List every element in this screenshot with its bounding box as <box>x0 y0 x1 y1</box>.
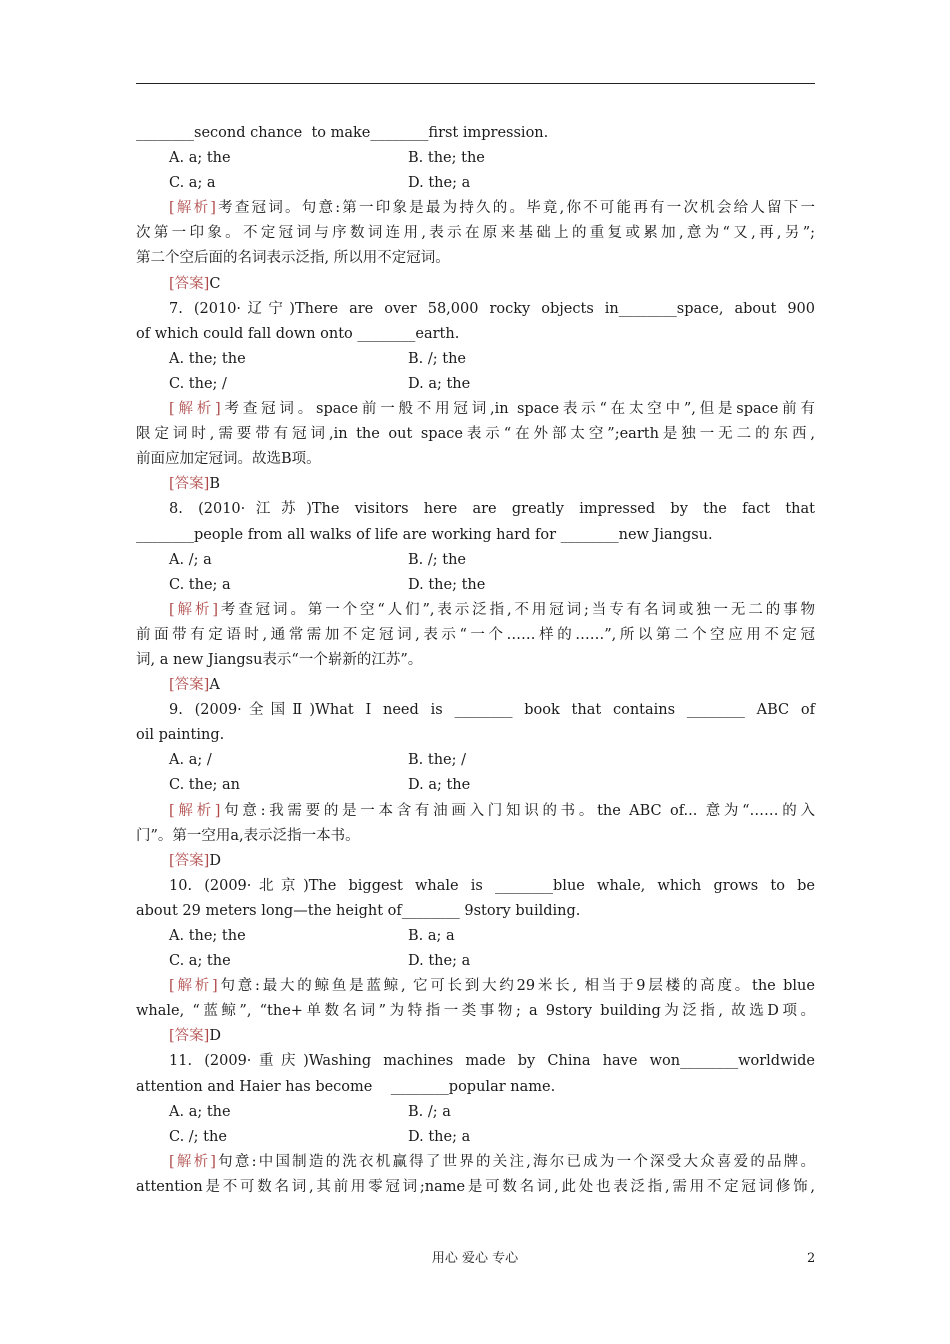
option-left: C. a; the <box>169 953 231 970</box>
question-line <box>136 497 815 522</box>
answer-options-row <box>136 924 815 949</box>
text-line <box>136 1075 815 1100</box>
line-text: 句意:我需要的是一本含有油画入门知识的书。the ABC of... 意为“……的入 <box>220 802 815 819</box>
page-footer <box>0 1249 950 1269</box>
option-left: A. the; the <box>169 350 246 367</box>
option-right: D. the; a <box>408 175 471 192</box>
text-line <box>136 322 815 347</box>
line-text: 词, a new Jiangsu表示“一个崭新的江苏”。 <box>136 651 423 668</box>
answer-tag: [答案] <box>169 677 210 694</box>
text-line <box>136 999 815 1024</box>
question-line <box>136 1049 815 1074</box>
option-left: C. the; / <box>169 375 227 392</box>
line-text: 第二个空后面的名词表示泛指, 所以用不定冠词。 <box>136 250 450 267</box>
line-text: 9. (2009·全国Ⅱ)What I need is ________ book that contains ________ ABC of <box>169 702 815 719</box>
analysis-line <box>136 799 815 824</box>
option-left: C. the; an <box>169 777 241 794</box>
answer-line <box>136 272 815 297</box>
answer-options-row <box>136 1125 815 1150</box>
option-left: C. /; the <box>169 1128 227 1145</box>
line-text: ________people from all walks of life are working hard for ________new Jiangsu. <box>136 526 713 543</box>
analysis-tag: [解析] <box>169 1153 216 1170</box>
option-right: D. a; the <box>408 777 471 794</box>
line-text: 11. (2009·重庆)Washing machines made by China have won________worldwide <box>169 1053 815 1070</box>
option-right: B. /; the <box>408 551 466 568</box>
line-text: D <box>209 1028 221 1045</box>
answer-tag: [答案] <box>169 1028 210 1045</box>
line-text: 8. (2010·江苏)The visitors here are greatly impressed by the fact that <box>169 501 815 518</box>
document-body <box>136 121 815 1200</box>
option-left: C. a; a <box>169 175 216 192</box>
line-text: 考查冠词。第一个空“人们”,表示泛指,不用冠词;当专有名词或独一无二的事物 <box>218 601 815 618</box>
analysis-line <box>136 196 815 221</box>
answer-options-row <box>136 748 815 773</box>
question-line <box>136 297 815 322</box>
option-left: A. /; a <box>169 551 212 568</box>
option-left: A. the; the <box>169 928 246 944</box>
text-line <box>136 121 815 146</box>
page-number: 2 <box>807 1251 816 1266</box>
line-text: oil painting. <box>136 727 225 744</box>
line-text: A <box>209 677 220 694</box>
option-right: D. the; the <box>408 576 486 593</box>
line-text: 限定词时,需要带有冠词,in the out space表示“在外部太空”;earth是独一无二的东西, <box>136 426 815 443</box>
answer-options-row <box>136 573 815 598</box>
option-right: B. /; a <box>408 1103 451 1120</box>
answer-line <box>136 472 815 497</box>
line-text: of which could fall down onto ________earth. <box>136 325 460 342</box>
line-text: C <box>209 275 221 292</box>
option-right: D. the; a <box>408 953 471 970</box>
text-line <box>136 824 815 849</box>
analysis-line <box>136 598 815 623</box>
text-line <box>136 623 815 648</box>
answer-line <box>136 673 815 698</box>
option-left: A. a; the <box>169 1103 231 1120</box>
question-line <box>136 874 815 899</box>
analysis-line <box>136 397 815 422</box>
line-text: ________second chance to make________first impression. <box>136 125 549 141</box>
text-line <box>136 523 815 548</box>
line-text: 前面应加定冠词。故选B项。 <box>136 451 321 468</box>
text-line <box>136 447 815 472</box>
option-right: D. a; the <box>408 375 471 392</box>
line-text: B <box>209 476 220 493</box>
analysis-tag: [解析] <box>169 401 221 418</box>
header-rule <box>136 83 815 84</box>
answer-tag: [答案] <box>169 275 210 292</box>
line-text: 考查冠词。句意:第一印象是最为持久的。毕竟,你不可能再有一次机会给人留下一 <box>215 200 815 217</box>
footer-motto: 用心 爱心 专心 <box>431 1251 519 1266</box>
line-text: 7. (2010·辽宁)There are over 58,000 rocky objects in________space, about 900 <box>169 300 815 317</box>
text-line <box>136 1175 815 1200</box>
option-right: B. /; the <box>408 350 466 367</box>
text-line <box>136 723 815 748</box>
analysis-tag: [解析] <box>169 200 216 217</box>
line-text: 次第一印象。不定冠词与序数词连用,表示在原来基础上的重复或累加,意为“又,再,另”; <box>136 225 815 242</box>
answer-tag: [答案] <box>169 476 210 493</box>
text-line <box>136 246 815 271</box>
text-line <box>136 648 815 673</box>
analysis-tag: [解析] <box>169 978 218 995</box>
option-right: B. the; / <box>408 752 466 769</box>
line-text: 10. (2009·北京)The biggest whale is ________blue whale, which grows to be <box>169 877 815 894</box>
option-left: A. a; / <box>169 752 212 769</box>
option-right: D. the; a <box>408 1128 471 1145</box>
answer-options-row <box>136 347 815 372</box>
answer-options-row <box>136 773 815 798</box>
line-text: 门”。第一空用a,表示泛指一本书。 <box>136 827 360 844</box>
analysis-tag: [解析] <box>169 601 218 618</box>
analysis-line <box>136 974 815 999</box>
answer-tag: [答案] <box>169 852 210 869</box>
analysis-tag: [解析] <box>169 802 221 819</box>
text-line <box>136 221 815 246</box>
answer-options-row <box>136 1100 815 1125</box>
option-left: C. the; a <box>169 576 231 593</box>
line-text: whale, “蓝鲸”, “the+单数名词”为特指一类事物; a 9story building为泛指, 故选D项。 <box>136 1003 815 1020</box>
line-text: 句意:中国制造的洗衣机赢得了世界的关注,海尔已成为一个深受大众喜爱的品牌。 <box>215 1153 815 1170</box>
answer-options-row <box>136 548 815 573</box>
answer-options-row <box>136 171 815 196</box>
answer-options-row <box>136 372 815 397</box>
line-text: D <box>209 852 221 869</box>
option-right: B. a; a <box>408 928 455 944</box>
line-text: 前面带有定语时,通常需加不定冠词,表示“一个……样的……”,所以第二个空应用不定冠 <box>136 626 815 643</box>
option-right: B. the; the <box>408 150 485 167</box>
text-line <box>136 899 815 924</box>
analysis-line <box>136 1150 815 1175</box>
line-text: attention and Haier has become ________popular name. <box>136 1078 556 1095</box>
answer-options-row <box>136 949 815 974</box>
answer-line <box>136 849 815 874</box>
answer-options-row <box>136 146 815 171</box>
line-text: attention是不可数名词,其前用零冠词;name是可数名词,此处也表泛指,需用不定冠词修饰, <box>136 1178 815 1195</box>
text-line <box>136 422 815 447</box>
option-left: A. a; the <box>169 150 231 167</box>
question-line <box>136 698 815 723</box>
line-text: 句意:最大的鲸鱼是蓝鲸, 它可长到大约29米长, 相当于9层楼的高度。the blue <box>217 978 815 995</box>
line-text: 考查冠词。space前一般不用冠词,in space表示“在太空中”,但是space前有 <box>220 401 815 418</box>
answer-line <box>136 1024 815 1049</box>
line-text: about 29 meters long—the height of________ 9story building. <box>136 902 581 919</box>
